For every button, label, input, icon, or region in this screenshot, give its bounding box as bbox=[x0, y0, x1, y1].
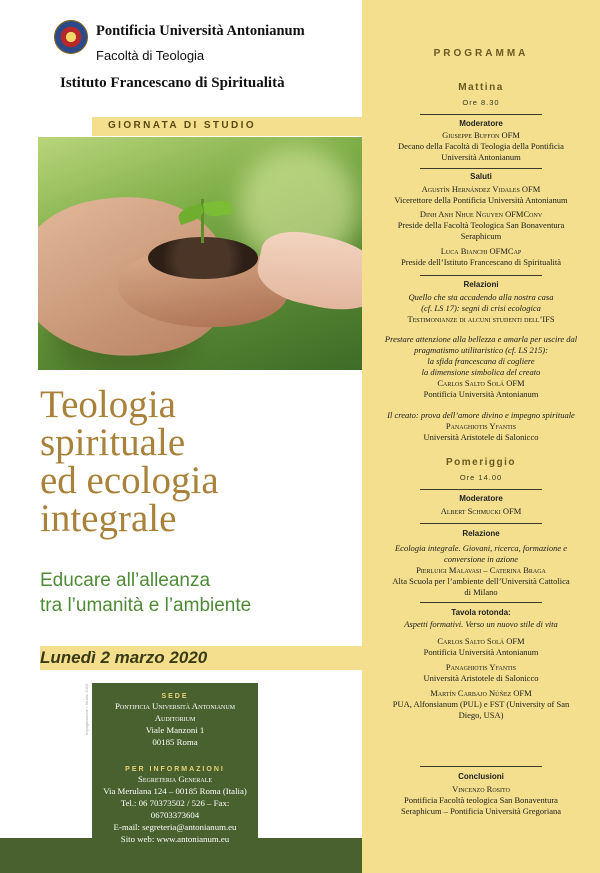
university-name: Pontificia Università Antonianum bbox=[96, 23, 305, 39]
saluti-item: Dinh Anh Nhue Nguyen OFMConv Preside della Facoltà Teologica San Bonaventura Seraphicum bbox=[397, 209, 565, 241]
conclusioni-heading: Conclusioni bbox=[458, 772, 504, 781]
mattina-time: Ore 8.30 bbox=[462, 98, 500, 107]
separator bbox=[420, 523, 542, 524]
tavola-subtitle: Aspetti formativi. Verso un nuovo stile di vita bbox=[404, 619, 558, 629]
info-line: 06703373604 bbox=[150, 810, 200, 820]
sede-line: Viale Manzoni 1 bbox=[145, 725, 205, 735]
moderatore-heading: Moderatore bbox=[459, 494, 503, 503]
separator bbox=[420, 168, 542, 169]
relazione-item: Prestare attenzione alla bellezza e amarla per uscire dal pragmatismo utilitaristico (cf. LS 215): la sfida francescana di cogliere la dimensione simbolica del creato Carlos Salto Solá OFM Pontificia Università Antonianum bbox=[384, 334, 578, 399]
sede-line: Pontificia Università Antonianum bbox=[114, 701, 236, 711]
event-subtitle: Educare all’alleanza tra l’umanità e l’ambiente bbox=[40, 570, 252, 616]
sede-line: Auditorium bbox=[154, 713, 196, 723]
event-date: Lunedì 2 marzo 2020 bbox=[40, 648, 208, 667]
moderatore-block: Albert Schmucki OFM bbox=[440, 506, 522, 516]
sede-line: 00185 Roma bbox=[152, 737, 198, 747]
tavola-heading: Tavola rotonda: bbox=[451, 608, 511, 617]
mattina-label: Mattina bbox=[458, 82, 504, 93]
website-link[interactable]: Sito web: www.antonianum.eu bbox=[120, 834, 230, 844]
info-label: PER INFORMAZIONI bbox=[125, 766, 225, 773]
sede-label: SEDE bbox=[161, 693, 189, 700]
conclusioni-block: Vincenzo Rosito Pontificia Facoltà teologica San Bonaventura Seraphicum – Pontificia Università Gregoriana bbox=[400, 784, 562, 816]
email-link[interactable]: E-mail: segreteria@antonianum.eu bbox=[113, 822, 237, 832]
info-line: Segreteria Generale bbox=[137, 774, 213, 784]
relazione-item: Ecologia integrale. Giovani, ricerca, formazione e conversione in azione Pierluigi Malavasi – Caterina Braga Alta Scuola per l’ambiente dell’Università Cattolica di Milano bbox=[392, 543, 570, 597]
university-seal-icon bbox=[54, 20, 88, 54]
relazione-heading: Relazione bbox=[462, 529, 500, 538]
separator bbox=[420, 275, 542, 276]
tavola-item: Carlos Salto Solá OFM Pontificia Università Antonianum bbox=[423, 636, 539, 657]
relazioni-heading: Relazioni bbox=[463, 280, 499, 289]
separator bbox=[420, 766, 542, 767]
tavola-item: Martín Carbajo Núñez OFM PUA, Alfonsianum (PUL) e FST (University of San Diego, USA) bbox=[392, 688, 570, 720]
separator bbox=[420, 489, 542, 490]
tavola-item: Panaghiotis Yfantis Università Aristotele di Salonicco bbox=[423, 662, 539, 683]
program-title: PROGRAMMA bbox=[433, 48, 529, 59]
relazione-item: Quello che sta accadendo alla nostra casa (cf. LS 17): segni di crisi ecologica Testimonianze di alcuni studenti dell’IFS bbox=[407, 292, 555, 324]
separator bbox=[420, 114, 542, 115]
event-type: GIORNATA DI STUDIO bbox=[108, 120, 257, 131]
pomeriggio-time: Ore 14.00 bbox=[459, 473, 503, 482]
separator bbox=[420, 602, 542, 603]
faculty-name: Facoltà di Teologia bbox=[96, 48, 205, 63]
relazione-item: Il creato: prova dell’amore divino e impegno spirituale Panaghiotis Yfantis Università Aristotele di Salonicco bbox=[387, 410, 575, 442]
pomeriggio-label: Pomeriggio bbox=[445, 457, 516, 468]
hands-seedling-photo bbox=[38, 137, 362, 370]
moderatore-heading: Moderatore bbox=[459, 119, 503, 128]
vertical-credit: Impaginazione • Studio 2020 bbox=[84, 684, 89, 735]
saluti-item: Luca Bianchi OFMCap Preside dell’Istituto Francescano di Spiritualità bbox=[400, 246, 562, 267]
institute-name: Istituto Francescano di Spiritualità bbox=[60, 75, 285, 91]
venue-info-box bbox=[92, 683, 258, 873]
info-line: Via Merulana 124 – 00185 Roma (Italia) bbox=[103, 786, 247, 796]
info-line: Tel.: 06 70373502 / 526 – Fax: bbox=[120, 798, 230, 808]
moderatore-block: Giuseppe Buffon OFM Decano della Facoltà di Teologia della Pontificia Università Antonianum bbox=[398, 130, 564, 162]
saluti-item: Agustín Hernández Vidales OFM Vicerettore della Pontificia Università Antonianum bbox=[394, 184, 568, 205]
event-title: Teologia spirituale ed ecologia integrale bbox=[40, 383, 219, 540]
saluti-heading: Saluti bbox=[470, 172, 492, 181]
